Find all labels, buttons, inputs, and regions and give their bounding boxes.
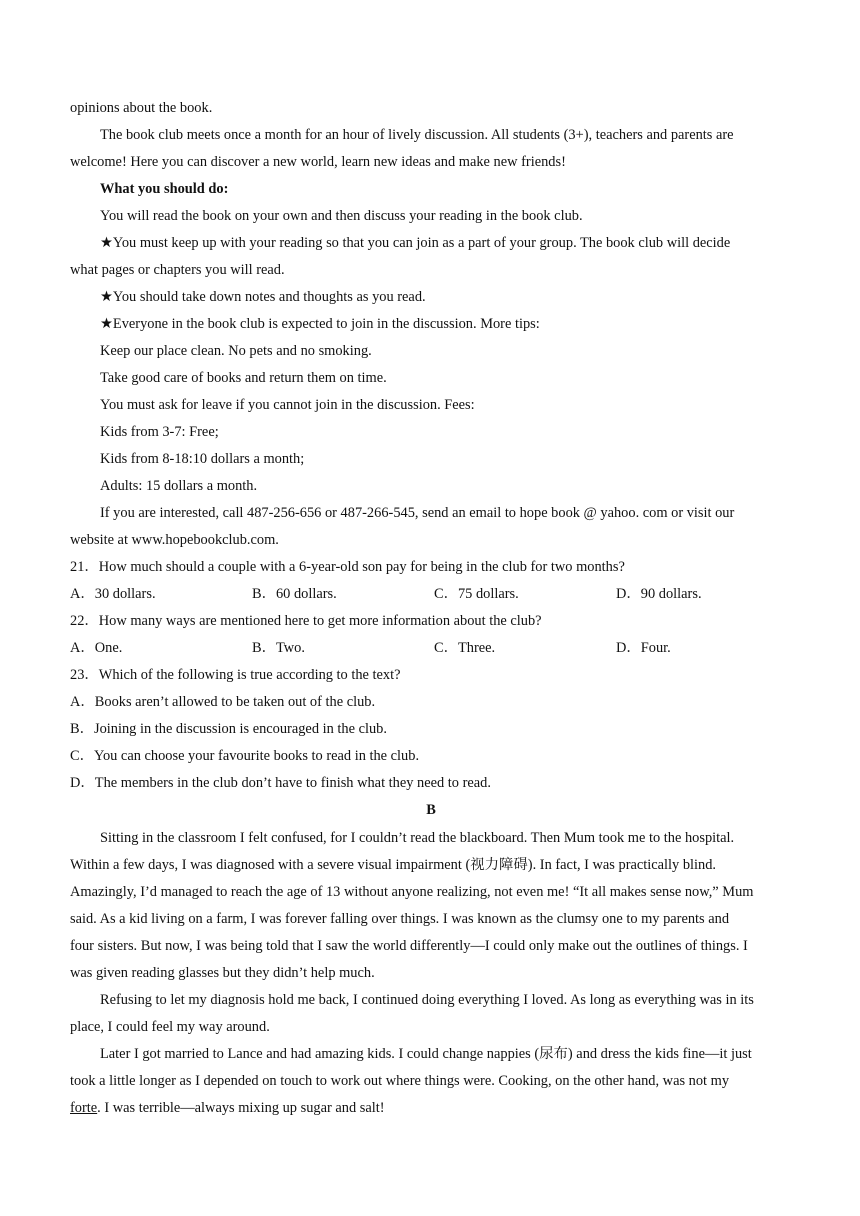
passage-a-line: ★You must keep up with your reading so that you can join as a part of your group. The book club will decide <box>100 235 731 251</box>
passage-b-line: Amazingly, I’d managed to reach the age of 13 without anyone realizing, not even me! “It all makes sense now,” Mum <box>70 884 754 900</box>
passage-a-line: You must ask for leave if you cannot join in the discussion. Fees: <box>100 397 475 413</box>
passage-a-line: You will read the book on your own and then discuss your reading in the book club. <box>100 208 583 224</box>
passage-b-line: Refusing to let my diagnosis hold me back, I continued doing everything I loved. As long as everything was in its <box>100 992 754 1008</box>
passage-b-line: Later I got married to Lance and had amazing kids. I could change nappies (尿布) and dress the kids fine—it just <box>100 1046 752 1062</box>
passage-b-line: Sitting in the classroom I felt confused, for I couldn’t read the blackboard. Then Mum took me to the hospital. <box>100 830 735 846</box>
q22-option-a: A．One. <box>70 640 123 656</box>
q23-option-d: D．The members in the club don’t have to finish what they need to read. <box>70 775 491 791</box>
q22-option-b: B．Two. <box>252 640 305 656</box>
passage-a-line: website at www.hopebookclub.com. <box>70 532 279 548</box>
q21-option-c: C．75 dollars. <box>434 586 519 602</box>
passage-a-line: Take good care of books and return them on time. <box>100 370 387 386</box>
q21-option-a: A．30 dollars. <box>70 586 156 602</box>
underlined-word: forte <box>70 1100 98 1116</box>
passage-a-line: Kids from 8-18:10 dollars a month; <box>100 451 305 467</box>
passage-a-line: Kids from 3-7: Free; <box>100 424 219 440</box>
q22-option-c: C．Three. <box>434 640 496 656</box>
q21-option-d: D．90 dollars. <box>616 586 702 602</box>
q22-option-d: D．Four. <box>616 640 671 656</box>
passage-a-line: welcome! Here you can discover a new world, learn new ideas and make new friends! <box>70 154 566 170</box>
passage-a-line: Adults: 15 dollars a month. <box>100 478 258 494</box>
question-23: 23．Which of the following is true according to the text? <box>70 667 401 683</box>
passage-b-title: B <box>426 802 436 818</box>
passage-a-line: ★You should take down notes and thoughts as you read. <box>100 289 426 305</box>
passage-b-line: Within a few days, I was diagnosed with a severe visual impairment (视力障碍). In fact, I was practically blind. <box>70 857 717 873</box>
question-22: 22．How many ways are mentioned here to get more information about the club? <box>70 613 542 629</box>
q23-option-b: B．Joining in the discussion is encouraged in the club. <box>70 721 387 737</box>
passage-b-line: place, I could feel my way around. <box>70 1019 270 1035</box>
passage-b-line: was given reading glasses but they didn’t help much. <box>70 965 375 981</box>
question-21: 21．How much should a couple with a 6-year-old son pay for being in the club for two months? <box>70 559 625 575</box>
passage-b-line: said. As a kid living on a farm, I was forever falling over things. I was known as the clumsy one to my parents and <box>70 911 730 927</box>
passage-a-line: ★Everyone in the book club is expected to join in the discussion. More tips: <box>100 316 540 332</box>
passage-b-line <box>70 1098 792 1118</box>
passage-a-line: what pages or chapters you will read. <box>70 262 285 278</box>
passage-a-line: If you are interested, call 487-256-656 or 487-266-545, send an email to hope book @ yahoo. com or visit our <box>100 505 735 521</box>
passage-b-line: four sisters. But now, I was being told that I saw the world differently—I could only make out the outlines of things. I <box>70 938 748 954</box>
section-heading: What you should do: <box>100 181 229 197</box>
passage-a-line: opinions about the book. <box>70 100 213 116</box>
q23-option-a: A．Books aren’t allowed to be taken out of the club. <box>70 694 376 710</box>
q21-option-b: B．60 dollars. <box>252 586 337 602</box>
passage-a-line: Keep our place clean. No pets and no smoking. <box>100 343 372 359</box>
passage-a-line: The book club meets once a month for an hour of lively discussion. All students (3+), teachers and parents are <box>100 127 734 143</box>
q23-option-c: C．You can choose your favourite books to read in the club. <box>70 748 420 764</box>
line-text: . I was terrible—always mixing up sugar and salt! <box>97 1100 385 1116</box>
passage-b-line: took a little longer as I depended on touch to work out where things were. Cooking, on the other hand, was not my <box>70 1073 730 1089</box>
